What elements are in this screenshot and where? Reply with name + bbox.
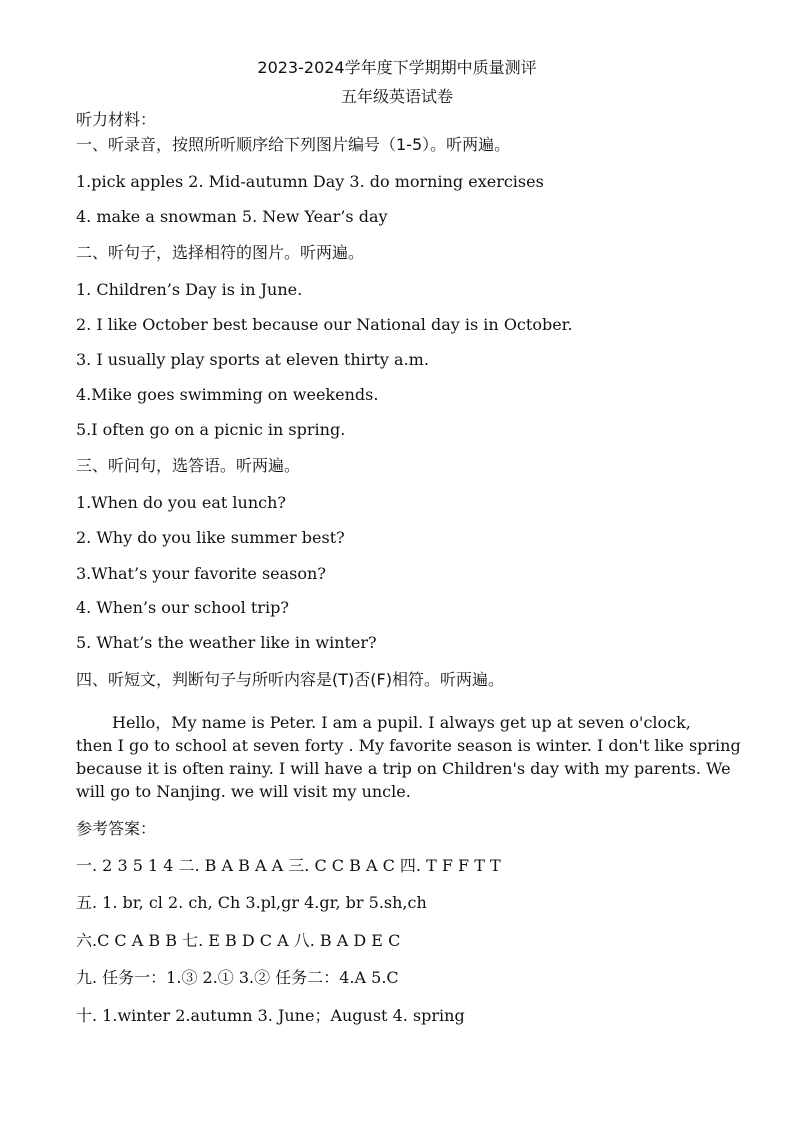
passage-line: then I go to school at seven forty . My favorite season is winter. I don't like spring [76,736,741,755]
answer-line: 十. 1.winter 2.autumn 3. June；August 4. spring [76,1006,465,1025]
part2-line: 1. Children’s Day is in June. [76,280,303,299]
part3-heading: 三、听问句，选答语。听两遍。 [76,456,301,475]
part1-line: 1.pick apples 2. Mid-autumn Day 3. do morning exercises [76,172,544,191]
passage-line: will go to Nanjing. we will visit my uncle. [76,782,411,801]
answers-label: 参考答案： [76,819,157,838]
part2-heading: 二、听句子，选择相符的图片。听两遍。 [76,243,365,262]
answer-line: 五. 1. br, cl 2. ch, Ch 3.pl,gr 4.gr, br 5.sh,ch [76,893,427,912]
part3-line: 3.What’s your favorite season? [76,564,326,583]
part2-line: 2. I like October best because our National day is in October. [76,315,573,334]
document-title: 2023-2024学年度下学期期中质量测评 [257,58,537,77]
part3-line: 2. Why do you like summer best? [76,528,345,547]
part2-line: 4.Mike goes swimming on weekends. [76,385,379,404]
listening-passage [76,711,741,803]
listening-label: 听力材料： [76,110,157,129]
answer-line: 一. 2 3 5 1 4 二. B A B A A 三. C C B A C 四. T F F T T [76,856,501,875]
part3-line: 5. What’s the weather like in winter? [76,633,377,652]
part3-line: 4. When’s our school trip? [76,598,289,617]
passage-line: because it is often rainy. I will have a trip on Children's day with my parents. We [76,759,731,778]
part3-line: 1.When do you eat lunch? [76,493,286,512]
part2-line: 3. I usually play sports at eleven thirty a.m. [76,350,429,369]
part4-heading: 四、听短文，判断句子与所听内容是(T)否(F)相符。听两遍。 [76,670,504,689]
part2-line: 5.I often go on a picnic in spring. [76,420,346,439]
part1-line: 4. make a snowman 5. New Year’s day [76,207,388,226]
document-subtitle: 五年级英语试卷 [340,87,453,106]
part1-heading: 一、听录音，按照所听顺序给下列图片编号（1-5）。听两遍。 [76,135,511,154]
passage-line: Hello，My name is Peter. I am a pupil. I always get up at seven o'clock, [112,713,691,732]
answer-line: 九. 任务一：1.③ 2.① 3.② 任务二：4.A 5.C [76,968,399,987]
answer-line: 六.C C A B B 七. E B D C A 八. B A D E C [76,931,401,950]
